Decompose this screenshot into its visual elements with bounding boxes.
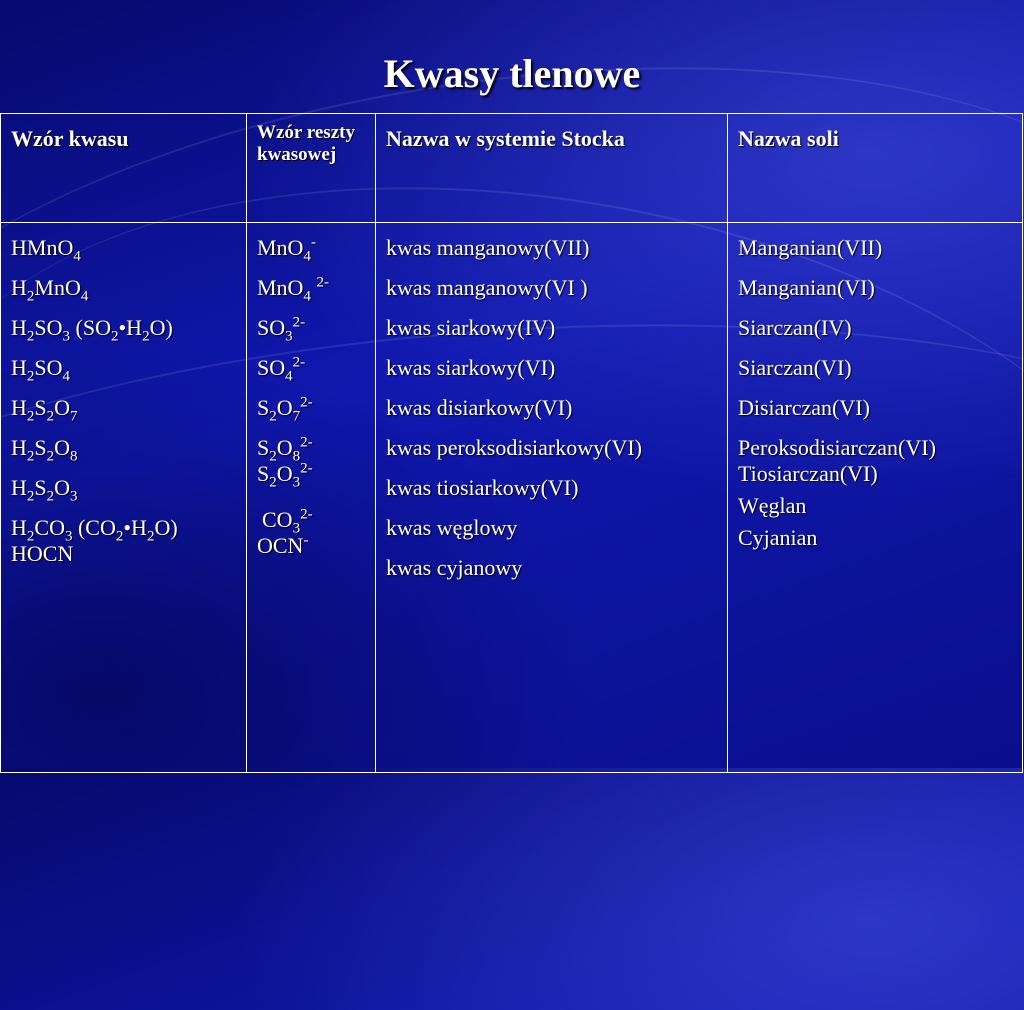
acid-formula: $H_2CO_3$ $(CO_2•H_2O)$ bbox=[11, 515, 178, 545]
table-body-row bbox=[1, 223, 1023, 773]
salt-name: Siarczan(VI) bbox=[738, 355, 852, 380]
salt-name: Peroksodisiarczan(VI) bbox=[738, 435, 936, 460]
residue-formula: OCN- bbox=[257, 532, 309, 558]
stock-name: kwas peroksodisiarkowy(VI) bbox=[386, 435, 642, 460]
salt-name: Manganian(VII) bbox=[738, 235, 883, 260]
residue-formula-column bbox=[247, 223, 376, 773]
acid-formula: HMnO$_4$ bbox=[11, 235, 81, 265]
acid-formula: $H_2SO_4$ bbox=[11, 355, 71, 385]
header-stock-name: Nazwa w systemie Stocka bbox=[376, 114, 728, 223]
residue-formula: MnO$_4$- bbox=[257, 234, 316, 265]
acid-formula: $H_2S_2O_7$ bbox=[11, 395, 78, 425]
salt-name: Disiarczan(VI) bbox=[738, 395, 870, 420]
stock-name: kwas disiarkowy(VI) bbox=[386, 395, 573, 420]
acid-formula: $H_2MnO_4$ bbox=[11, 275, 89, 305]
salt-name: Tiosiarczan(VI) bbox=[738, 461, 878, 486]
oxoacids-table bbox=[0, 113, 1023, 773]
stock-name-column bbox=[376, 223, 728, 773]
slide-title: Kwasy tlenowe bbox=[383, 51, 641, 96]
residue-formula: MnO$_4$ $^{2-}$ bbox=[257, 274, 329, 305]
stock-name: kwas manganowy(VI ) bbox=[386, 275, 588, 300]
salt-name: Węglan bbox=[738, 493, 807, 518]
acid-formula: $H_2S_2O_3$ bbox=[11, 475, 78, 505]
header-salt-name: Nazwa soli bbox=[728, 114, 1023, 223]
stock-name: kwas siarkowy(VI) bbox=[386, 355, 556, 380]
residue-formula: $S_2O_3^{2-}$ bbox=[257, 460, 313, 491]
residue-formula: $S_2O_7^{2-}$ bbox=[257, 394, 313, 425]
residue-formula: $CO_3^{2-}$ bbox=[262, 506, 313, 537]
stock-name: kwas manganowy(VII) bbox=[386, 235, 590, 260]
stock-name: kwas siarkowy(IV) bbox=[386, 315, 556, 340]
salt-name: Cyjanian bbox=[738, 525, 818, 550]
residue-formula: $SO_4^{2-}$ bbox=[257, 354, 306, 385]
header-acid-formula: Wzór kwasu bbox=[1, 114, 247, 223]
acid-formula-column bbox=[1, 223, 247, 773]
stock-name: kwas cyjanowy bbox=[386, 555, 523, 580]
header-residue-formula: Wzór reszty kwasowej bbox=[247, 114, 376, 223]
stock-name: kwas tiosiarkowy(VI) bbox=[386, 475, 579, 500]
table-header-row bbox=[1, 114, 1023, 223]
salt-name-column bbox=[728, 223, 1023, 773]
acid-formula: $H_2S_2O_8$ bbox=[11, 435, 78, 465]
stock-name: kwas węglowy bbox=[386, 515, 518, 540]
salt-name: Siarczan(IV) bbox=[738, 315, 852, 340]
salt-name: Manganian(VI) bbox=[738, 275, 875, 300]
acid-formula: HOCN bbox=[11, 541, 74, 566]
acid-formula: $H_2SO_3$ $(SO_2•H_2O)$ bbox=[11, 315, 173, 345]
residue-formula: $SO_3^{2-}$ bbox=[257, 314, 306, 345]
residue-formula: $S_2O_8^{2-}$ bbox=[257, 434, 313, 465]
